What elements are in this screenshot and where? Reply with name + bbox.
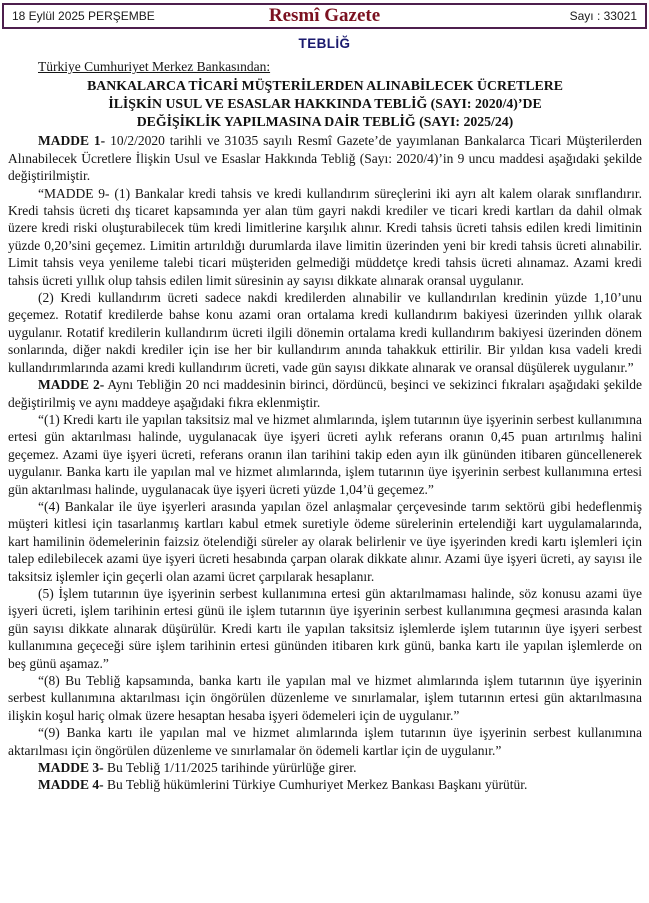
gazette-date: 18 Eylül 2025 PERŞEMBE bbox=[12, 9, 155, 23]
document-title-line-2: İLİŞKİN USUL VE ESASLAR HAKKINDA TEBLİĞ (SAYI: 2020/4)’DE bbox=[108, 96, 542, 112]
document-title bbox=[8, 77, 642, 131]
gazette-header bbox=[2, 3, 647, 29]
paragraph: “(1) Kredi kartı ile yapılan taksitsiz mal ve hizmet alımlarında, işlem tutarının üye işyerinin serbest kullanımına ertesi gün aktarılması halinde, uygulanacak üye işyeri ücreti aylık referans oranın 0,45 puan artırılmış halini geçemez. Azami üye işyeri ücreti, referans oranın ilan tarihini takip eden ayın ilk gününden itibaren güncellenerek uygulanır. Banka kartı ile yapılan mal ve hizmet alımlarında, işlem tutarının üye işyerinin serbest kullanımına ertesi gün aktarılması halinde, uygulanacak üye işyeri ücreti yüzde 1,04’ü geçemez.” bbox=[8, 411, 642, 497]
paragraph: MADDE 3- Bu Tebliğ 1/11/2025 tarihinde yürürlüğe girer. bbox=[38, 760, 357, 776]
document-body bbox=[8, 58, 642, 794]
article-number: MADDE 1- bbox=[38, 133, 106, 149]
paragraph: “(4) Bankalar ile üye işyerleri arasında yapılan özel anlaşmalar çerçevesinde tarım sektörü gibi hedeflenmiş müşteri kitlesi için tasarlanmış kartları kabul etmek suretiyle ödeme sürelerinin ertelendiği kart uygulamalarında, kart hamilinin ödemelerinin faizsiz ötelendiği süreler ay olarak belirlenir ve üye işyerinden kredi kartı işlemleri için talep edilebilecek azami üye işyeri ücreti hesabında çarpan olarak dikkate alınır. Azami üye işyeri ücreti, ay sayısı ile taksitsiz işlemler için geçerli olan azami ücret çarpılarak hesaplanır. bbox=[8, 498, 642, 584]
article-number: MADDE 3- bbox=[38, 760, 104, 776]
section-heading: TEBLİĞ bbox=[298, 36, 351, 51]
article-number: MADDE 2- bbox=[38, 377, 105, 393]
gazette-issue-number: Sayı : 33021 bbox=[569, 9, 637, 23]
issuing-authority-text: Türkiye Cumhuriyet Merkez Bankasından: bbox=[38, 59, 271, 74]
paragraph: MADDE 2- Aynı Tebliğin 20 nci maddesinin birinci, dördüncü, beşinci ve sekizinci fıkraları aşağıdaki şekilde değiştirilmiş ve aynı maddeye aşağıdaki fıkra eklenmiştir. bbox=[8, 377, 642, 410]
issuing-authority bbox=[8, 58, 642, 75]
paragraph: MADDE 1- 10/2/2020 tarihli ve 31035 sayılı Resmî Gazete’de yayımlanan Bankalarca Ticari Müşterilerden Alınabilecek Ücretlere İlişkin Usul ve Esaslar Hakkında Tebliğ (Sayı: 2020/4)’in 9 uncu maddesi aşağıdaki şekilde değiştirilmiştir. bbox=[8, 133, 642, 184]
paragraph: “(9) Banka kartı ile yapılan mal ve hizmet alımlarında işlem tutarının üye işyerinin serbest kullanımına aktarılması için öngörülen düzenleme ve sınırlamalar ön ödemeli kartlar için de uygulanır.” bbox=[8, 725, 642, 758]
paragraph: (2) Kredi kullandırım ücreti sadece nakdi kredilerden alınabilir ve kullandırılan kredinin yüzde 1,10’unu geçemez. Rotatif kredilerde bahse konu azami oran ortalama kredi kullandırım bakiyesi üzerinden yıllık olarak uygulanır. Rotatif kredilerin kullandırım ücreti ilgili dönemin ortalama kredi kullandırım bakiyesi üzerinden dönem sonlarında, diğer nakdi krediler için ise her bir kullandırım anında tahakkuk ettirilir. Bir yıldan kısa vadeli kredi kullandırımlarında azami kredi kullandırım ücreti, vade gün sayısı dikkate alınarak ve oransal düşülerek uygulanır.” bbox=[8, 290, 642, 375]
paragraph: “MADDE 9- (1) Bankalar kredi tahsis ve kredi kullandırım süreçlerini iki ayrı alt kalem olarak sınıflandırır. Kredi tahsis ücreti dış ticaret kapsamında yer alan tüm gayri nakdi krediler ve ticari kredi kartları da dahil olmak üzere kredi riski oluşturabilecek tüm kredi limitlerine karşılık alınır. Kredi tahsis ücreti tahsis edilen kredi limitinin yüzde 0,20’sini geçemez. Limitin artırıldığı durumlarda ilave limitin üzerinden yeni bir kredi tahsis ücreti alınabilir. Limit tahsis veya yenileme talebi ticari müşteriden gelmediği müddetçe kredi tahsis ücreti alınamaz. Azami kredi tahsis ücreti yıllık olup tahsis edilen limit süresinin ay sayısı dikkate alınarak oransal uygulanır. bbox=[8, 185, 642, 288]
paragraph: (5) İşlem tutarının üye işyerinin serbest kullanımına ertesi gün aktarılmaması halinde, söz konusu azami üye işyeri ücreti, işlem tarihinin ertesi günü ile işlem tutarının üye işyerinin serbest kullanımına geçmesi arasında kalan gün sayısı dikkate alınarak düşürülür. Kredi kartı ile yapılan taksitsiz işlemlerde işlem tutarının üye işyeri serbest kullanımına geçeceği süre işlem tarihinin ertesi gününden itibaren kırk günü, banka kartı ile yapılan işlemlerde on beş günü aşamaz.” bbox=[8, 585, 642, 671]
document-title-line-3: DEĞİŞİKLİK YAPILMASINA DAİR TEBLİĞ (SAYI: 2025/24) bbox=[136, 114, 514, 130]
document-title-line-1: BANKALARCA TİCARİ MÜŞTERİLERDEN ALINABİLECEK ÜCRETLERE bbox=[87, 78, 563, 94]
paragraph: MADDE 4- Bu Tebliğ hükümlerini Türkiye Cumhuriyet Merkez Bankası Başkanı yürütür. bbox=[38, 777, 528, 793]
gazette-title: Resmî Gazete bbox=[268, 5, 381, 26]
paragraphs-container bbox=[8, 132, 642, 793]
paragraph: “(8) Bu Tebliğ kapsamında, banka kartı ile yapılan mal ve hizmet alımlarında işlem tutarının üye işyerinin serbest kullanımına aktarılması için öngörülen düzenleme ve sınırlamalar, işlem tutarının ertesi gün aktarılmasına ilişkin koşul hariç olmak üzere hesaptan hesaba işyeri ödemeleri için de uygulanır.” bbox=[8, 673, 642, 723]
article-number: MADDE 4- bbox=[38, 777, 104, 793]
